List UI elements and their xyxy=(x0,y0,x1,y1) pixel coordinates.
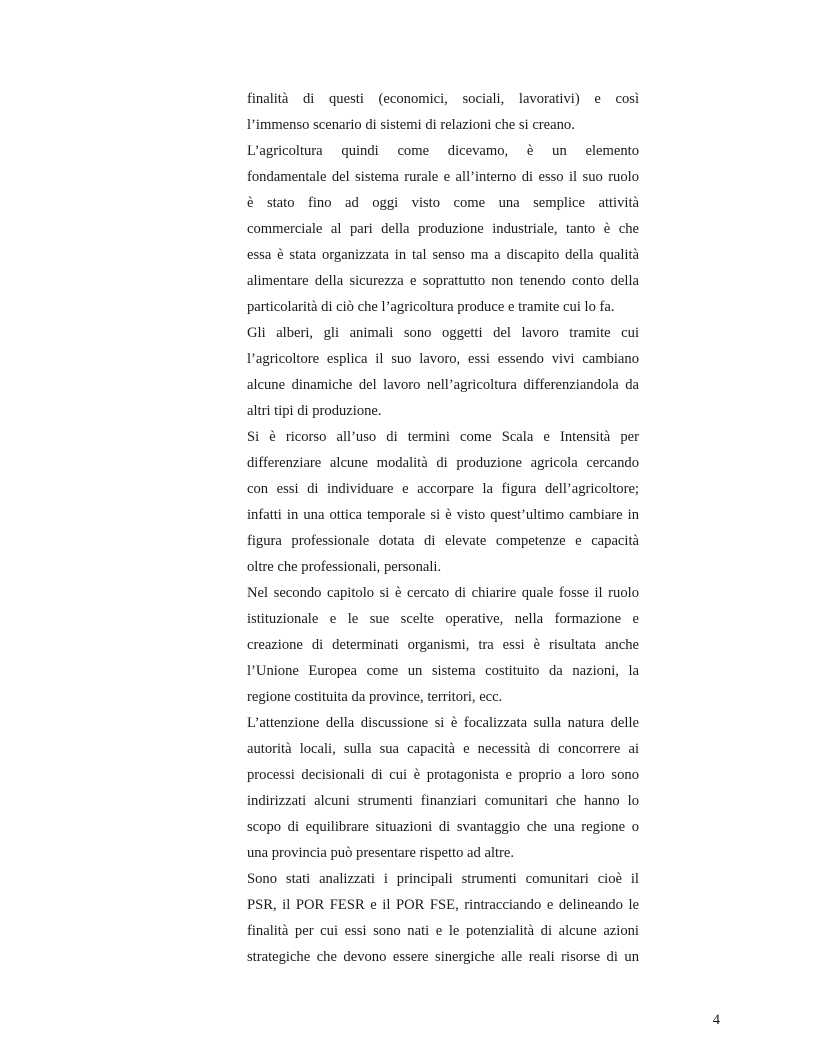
paragraph xyxy=(247,580,639,710)
text-line: regione costituita da province, territori, ecc. xyxy=(247,689,503,705)
page-number: 4 xyxy=(712,1012,720,1028)
paragraph xyxy=(247,710,639,866)
paragraph xyxy=(247,86,639,138)
text-line: PSR, il POR FESR e il POR FSE, rintracciando e delineando le xyxy=(247,897,639,913)
text-line: istituzionale e le sue scelte operative, nella formazione e xyxy=(247,611,639,627)
text-line: L’attenzione della discussione si è focalizzata sulla natura delle xyxy=(247,715,639,731)
text-line: oltre che professionali, personali. xyxy=(247,559,442,575)
text-line: una provincia può presentare rispetto ad altre. xyxy=(247,845,515,861)
paragraph xyxy=(247,138,639,320)
paragraph xyxy=(247,320,639,424)
body-text xyxy=(247,86,639,970)
text-line: l’immenso scenario di sistemi di relazioni che si creano. xyxy=(247,117,575,133)
text-line: Si è ricorso all’uso di termini come Scala e Intensità per xyxy=(247,429,639,445)
text-line: Sono stati analizzati i principali strumenti comunitari cioè il xyxy=(247,871,639,887)
text-line: infatti in una ottica temporale si è visto quest’ultimo cambiare in xyxy=(247,507,639,523)
text-line: con essi di individuare e accorpare la figura dell’agricoltore; xyxy=(247,481,639,497)
text-line: altri tipi di produzione. xyxy=(247,403,382,419)
paragraph xyxy=(247,866,639,970)
text-line: creazione di determinati organismi, tra essi è risultata anche xyxy=(247,637,639,653)
text-line: particolarità di ciò che l’agricoltura produce e tramite cui lo fa. xyxy=(247,299,615,315)
text-line: finalità di questi (economici, sociali, lavorativi) e così xyxy=(247,91,639,107)
text-line: commerciale al pari della produzione industriale, tanto è che xyxy=(247,221,639,237)
text-line: autorità locali, sulla sua capacità e necessità di concorrere ai xyxy=(247,741,639,757)
text-line: strategiche che devono essere sinergiche alle reali risorse di un xyxy=(247,949,639,965)
text-line: essa è stata organizzata in tal senso ma a discapito della qualità xyxy=(247,247,639,263)
text-line: è stato fino ad oggi visto come una semplice attività xyxy=(247,195,639,211)
text-line: fondamentale del sistema rurale e all’interno di esso il suo ruolo xyxy=(247,169,639,185)
text-line: Gli alberi, gli animali sono oggetti del lavoro tramite cui xyxy=(247,325,639,341)
text-line: scopo di equilibrare situazioni di svantaggio che una regione o xyxy=(247,819,639,835)
text-line: alcune dinamiche del lavoro nell’agricoltura differenziandola da xyxy=(247,377,639,393)
text-line: L’agricoltura quindi come dicevamo, è un elemento xyxy=(247,143,639,159)
text-line: differenziare alcune modalità di produzione agricola cercando xyxy=(247,455,639,471)
text-line: alimentare della sicurezza e soprattutto non tenendo conto della xyxy=(247,273,639,289)
paragraph xyxy=(247,424,639,580)
text-line: l’agricoltore esplica il suo lavoro, essi essendo vivi cambiano xyxy=(247,351,639,367)
text-line: indirizzati alcuni strumenti finanziari comunitari che hanno lo xyxy=(247,793,639,809)
text-line: Nel secondo capitolo si è cercato di chiarire quale fosse il ruolo xyxy=(247,585,639,601)
text-line: l’Unione Europea come un sistema costituito da nazioni, la xyxy=(247,663,639,679)
text-line: finalità per cui essi sono nati e le potenzialità di alcune azioni xyxy=(247,923,639,939)
text-line: processi decisionali di cui è protagonista e proprio a loro sono xyxy=(247,767,639,783)
text-line: figura professionale dotata di elevate competenze e capacità xyxy=(247,533,639,549)
